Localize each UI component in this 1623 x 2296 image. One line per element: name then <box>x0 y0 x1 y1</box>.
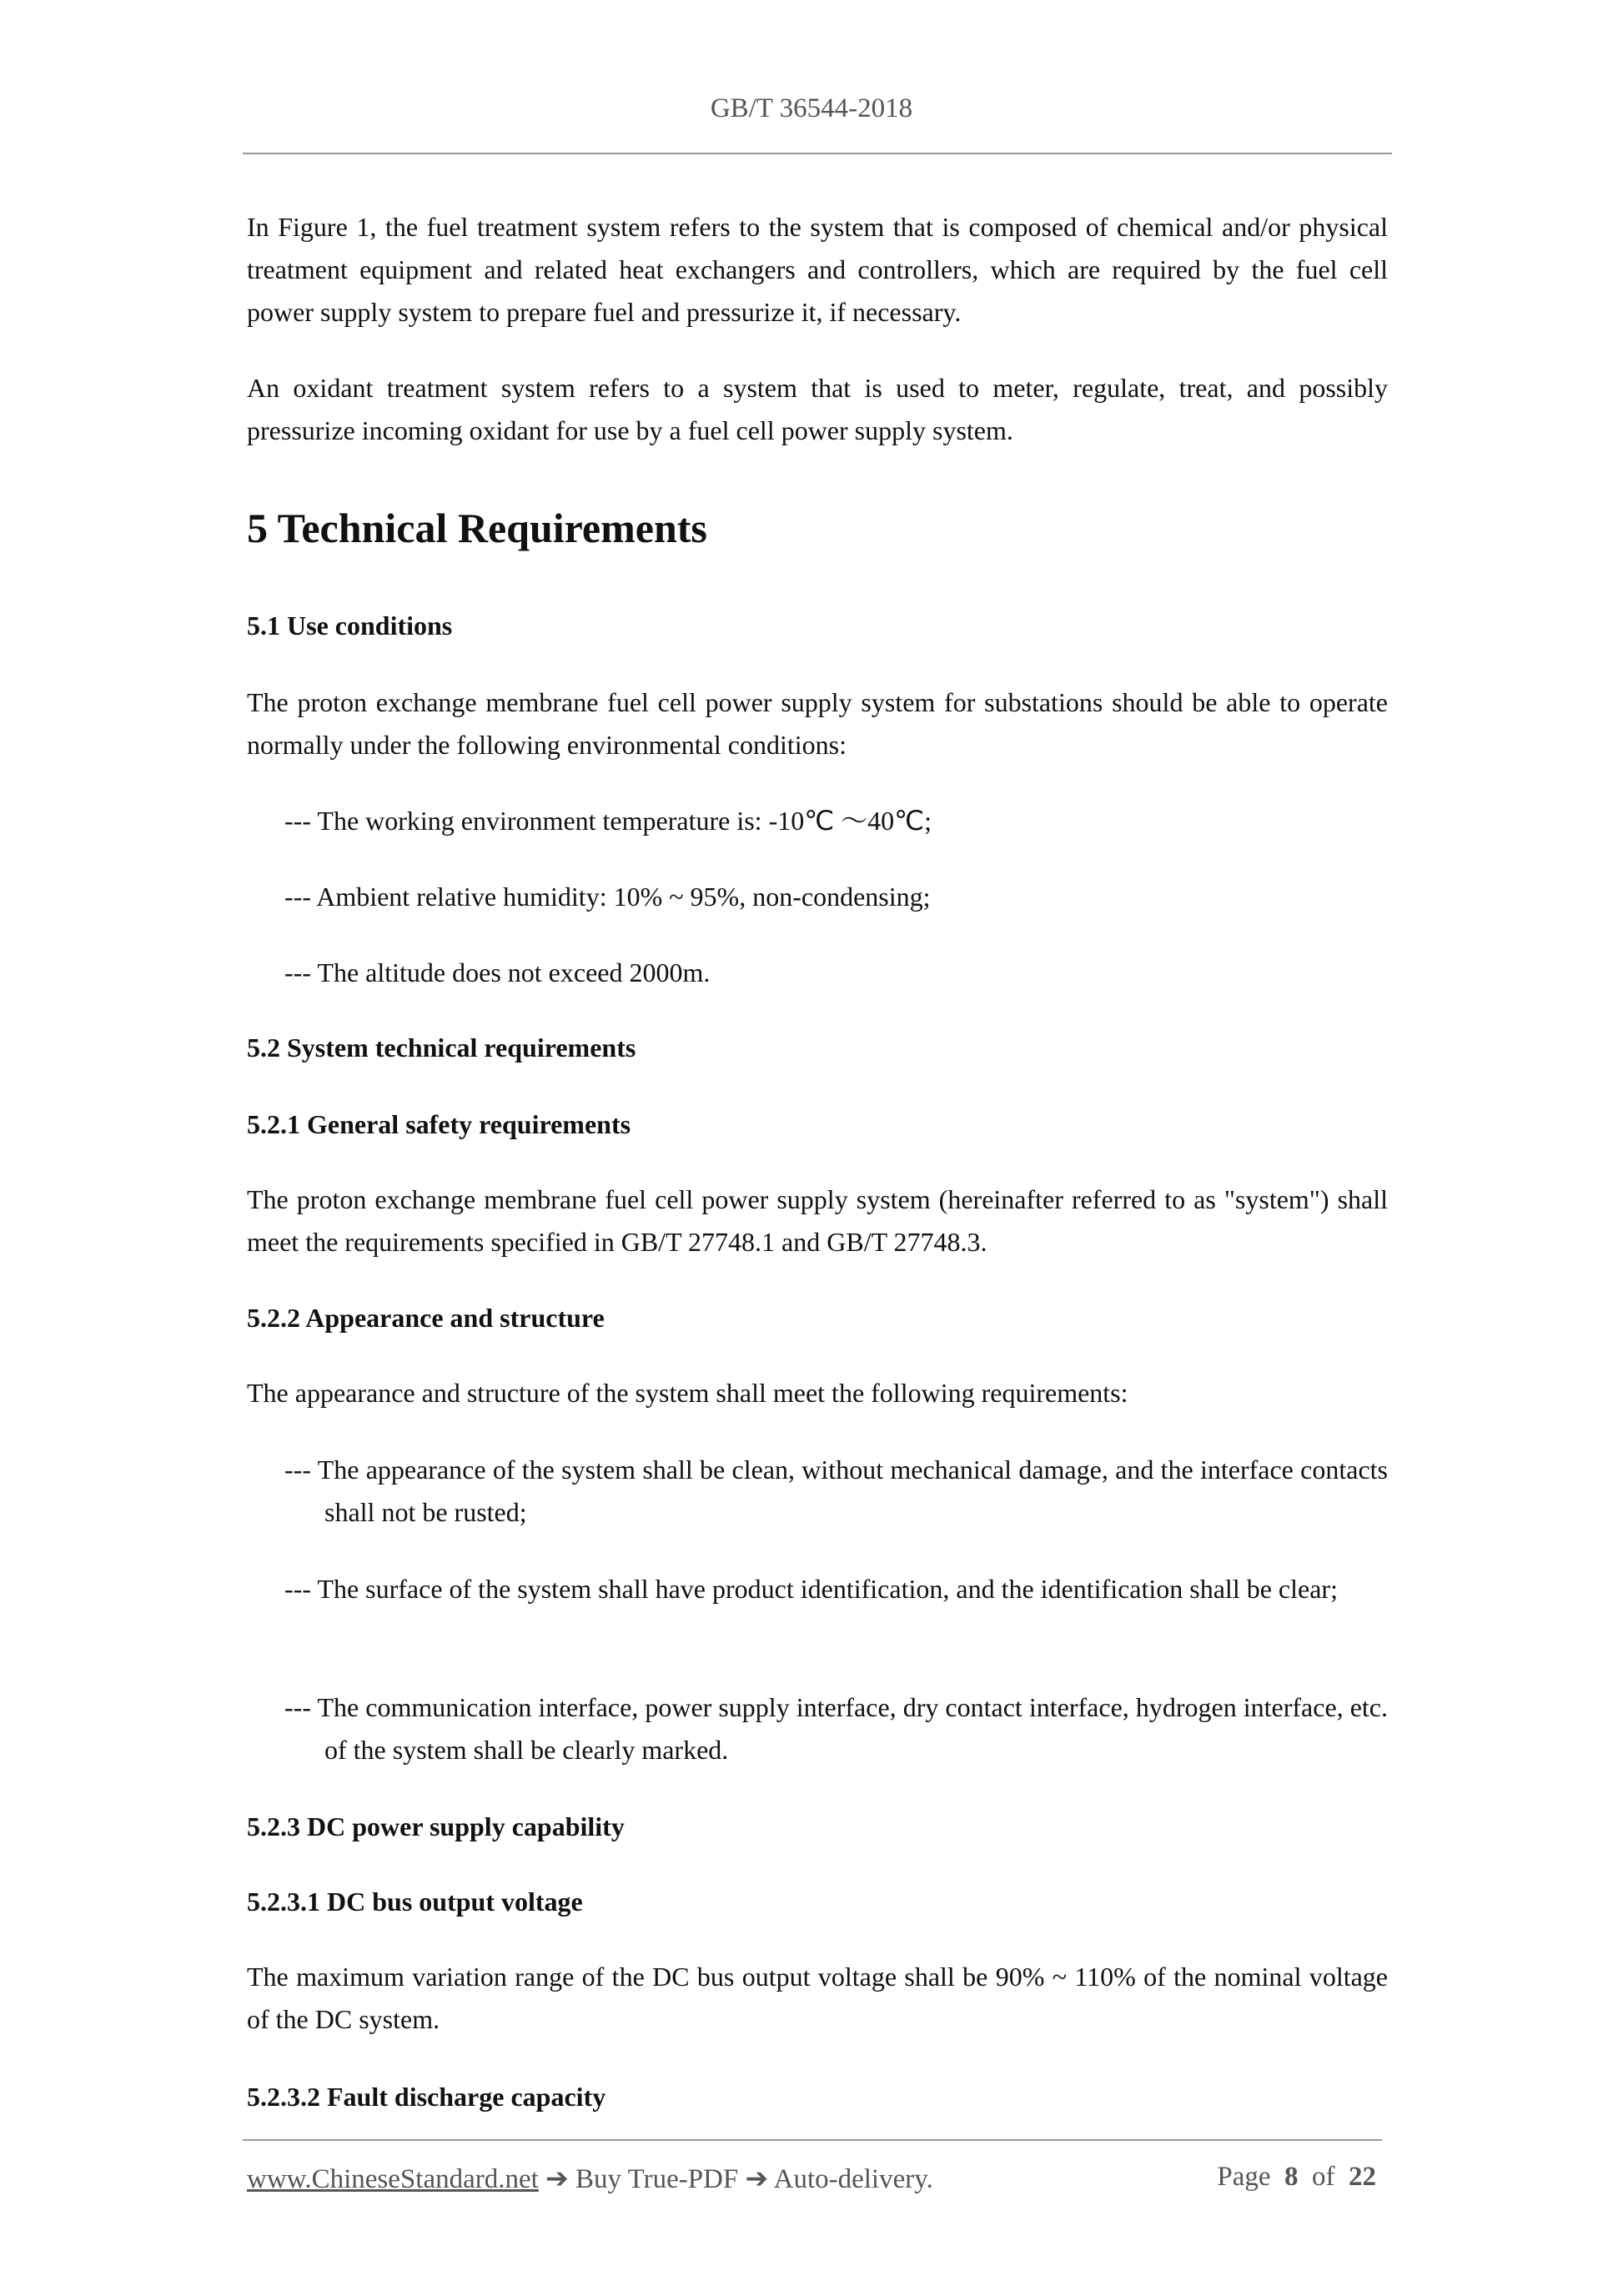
page-number <box>1217 2162 1376 2193</box>
header-divider <box>243 153 1392 154</box>
website-link[interactable]: www.ChineseStandard.net <box>247 2164 539 2194</box>
paragraph: In Figure 1, the fuel treatment system refers to the system that is composed of chemical and/or physical treatment equipment and related heat exchangers and controllers, which are required by the fuel cell power supply system to prepare fuel and pressurize it, if necessary. <box>247 212 1388 327</box>
paragraph: The appearance and structure of the system shall meet the following requirements: <box>247 1378 1128 1408</box>
footer-divider <box>243 2139 1382 2141</box>
current-page: 8 <box>1284 2162 1299 2192</box>
subsection-heading: 5.2 System technical requirements <box>247 1032 636 1063</box>
buy-text: Buy True-PDF <box>575 2164 739 2194</box>
list-item: --- The appearance of the system shall be clean, without mechanical damage, and the interface contacts shall not be rusted; <box>284 1454 1388 1527</box>
subsection-heading: 5.2.3 DC power supply capability <box>247 1811 625 1841</box>
subsection-heading: 5.2.3.1 DC bus output voltage <box>247 1887 583 1917</box>
paragraph: The maximum variation range of the DC bus output voltage shall be 90% ~ 110% of the nominal voltage of the DC system. <box>247 1962 1388 2034</box>
list-item: --- The working environment temperature is: -10℃ ～40℃; <box>284 806 932 836</box>
paragraph: The proton exchange membrane fuel cell power supply system (hereinafter referred to as "system") shall meet the requirements specified in GB/T 27748.1 and GB/T 27748.3. <box>247 1184 1388 1257</box>
list-item: --- The surface of the system shall have product identification, and the identification shall be clear; <box>284 1574 1338 1604</box>
section-heading: 5 Technical Requirements <box>247 505 707 551</box>
delivery-text: Auto-delivery. <box>773 2164 933 2194</box>
footer-left <box>247 2162 933 2195</box>
subsection-heading: 5.2.2 Appearance and structure <box>247 1303 605 1333</box>
subsection-heading: 5.2.1 General safety requirements <box>247 1109 631 1139</box>
total-pages: 22 <box>1349 2162 1376 2192</box>
list-item: --- The communication interface, power supply interface, dry contact interface, hydrogen interface, etc. of the system shall be clearly marked. <box>284 1692 1388 1765</box>
header-doc-id: GB/T 36544-2018 <box>710 93 913 123</box>
subsection-heading: 5.1 Use conditions <box>247 610 453 641</box>
subsection-heading: 5.2.3.2 Fault discharge capacity <box>247 2082 606 2112</box>
arrow-right-icon: ➔ <box>545 2164 569 2194</box>
arrow-right-icon: ➔ <box>745 2164 769 2194</box>
list-item: --- The altitude does not exceed 2000m. <box>284 957 711 987</box>
list-item: --- Ambient relative humidity: 10% ~ 95%, non-condensing; <box>284 882 931 912</box>
paragraph: The proton exchange membrane fuel cell power supply system for substations should be able to operate normally under the following environmental conditions: <box>247 687 1388 760</box>
paragraph: An oxidant treatment system refers to a system that is used to meter, regulate, treat, and possibly pressurize incoming oxidant for use by a fuel cell power supply system. <box>247 373 1388 445</box>
of-label: of <box>1312 2162 1335 2192</box>
page-label: Page <box>1217 2162 1271 2192</box>
